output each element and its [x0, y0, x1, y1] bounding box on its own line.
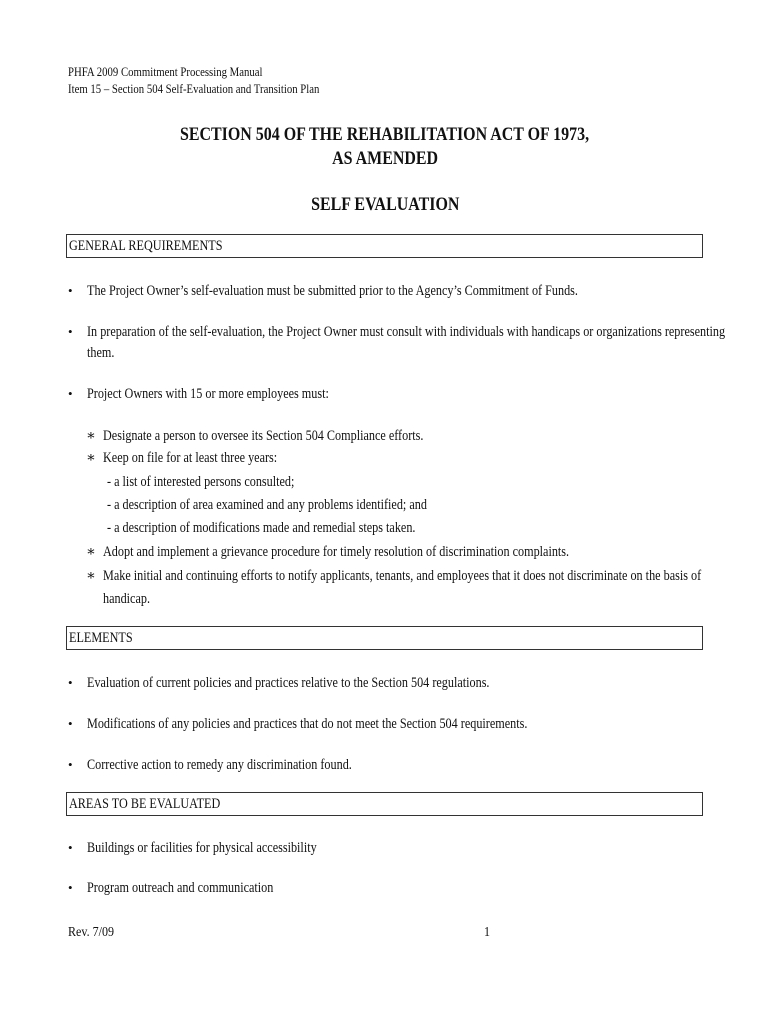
section-heading: ELEMENTS	[69, 630, 133, 646]
bullet-icon: •	[68, 324, 73, 339]
asterisk-icon: ∗	[86, 450, 96, 466]
dash-item: - a description of area examined and any problems identified; and	[107, 497, 427, 513]
section-areas-to-be-evaluated	[66, 792, 703, 816]
bullet-icon: •	[68, 880, 73, 895]
bullet-icon: •	[68, 840, 73, 855]
document-page: PHFA 2009 Commitment Processing Manual Item 15 – Section 504 Self-Evaluation and Transition Plan SECTION 504 OF THE REHABILITATION ACT OF 1973, AS AMENDED SELF EVALUATION GENERAL REQUIREMENTS • The Project Owner’s self-evaluation must be submitted prior to the Agency’s Commitment of Funds. • In preparation of the self-evaluation, the Project Owner must consult with individuals with handicaps or organizations representing them. • Project Owners with 15 or more employees must: ∗ Designate a person to oversee its Section 504 Compliance efforts. ∗ Keep on file for at least three years: - a list of interested persons consulted; - a description of area examined and any problems identified; and - a description of modifications made and remedial steps taken. ∗ Adopt and implement a grievance procedure for timely resolution of discrimination complaints. ∗ Make initial and continuing efforts to notify applicants, tenants, and employees that it does not discriminate on the basis of handicap. ELEMENTS • Evaluation of current policies and practices relative to the Section 504 regulations. • Modifications of any policies and practices that do not meet the Section 504 requirements. • Corrective action to remedy any discrimination found. AREAS TO BE EVALUATED • Buildings or facilities for physical accessibility • Program outreach and communication Rev. 7/09 1	[0, 0, 770, 1024]
bullet-icon: •	[68, 675, 73, 690]
section-heading: GENERAL REQUIREMENTS	[69, 238, 223, 254]
dash-item: - a list of interested persons consulted;	[107, 474, 295, 490]
header-manual-title: PHFA 2009 Commitment Processing Manual	[68, 65, 263, 79]
bullet-icon: •	[68, 283, 73, 298]
section-general-requirements	[66, 234, 703, 258]
asterisk-icon: ∗	[86, 428, 96, 444]
page-number: 1	[484, 925, 491, 940]
bullet-icon: •	[68, 386, 73, 401]
page-title-line2: AS AMENDED	[332, 148, 438, 169]
bullet-icon: •	[68, 757, 73, 772]
asterisk-icon: ∗	[86, 568, 96, 584]
page-title-line1: SECTION 504 OF THE REHABILITATION ACT OF 1973,	[180, 124, 590, 145]
section-heading: AREAS TO BE EVALUATED	[69, 796, 221, 812]
bullet-icon: •	[68, 716, 73, 731]
sub-list-item-continuation: handicap.	[103, 591, 151, 607]
page-subtitle: SELF EVALUATION	[310, 194, 460, 215]
footer-revision: Rev. 7/09	[68, 925, 115, 940]
section-elements	[66, 626, 703, 650]
header-item-title: Item 15 – Section 504 Self-Evaluation and Transition Plan	[68, 82, 320, 96]
asterisk-icon: ∗	[86, 544, 96, 560]
dash-item: - a description of modifications made and remedial steps taken.	[107, 520, 416, 536]
